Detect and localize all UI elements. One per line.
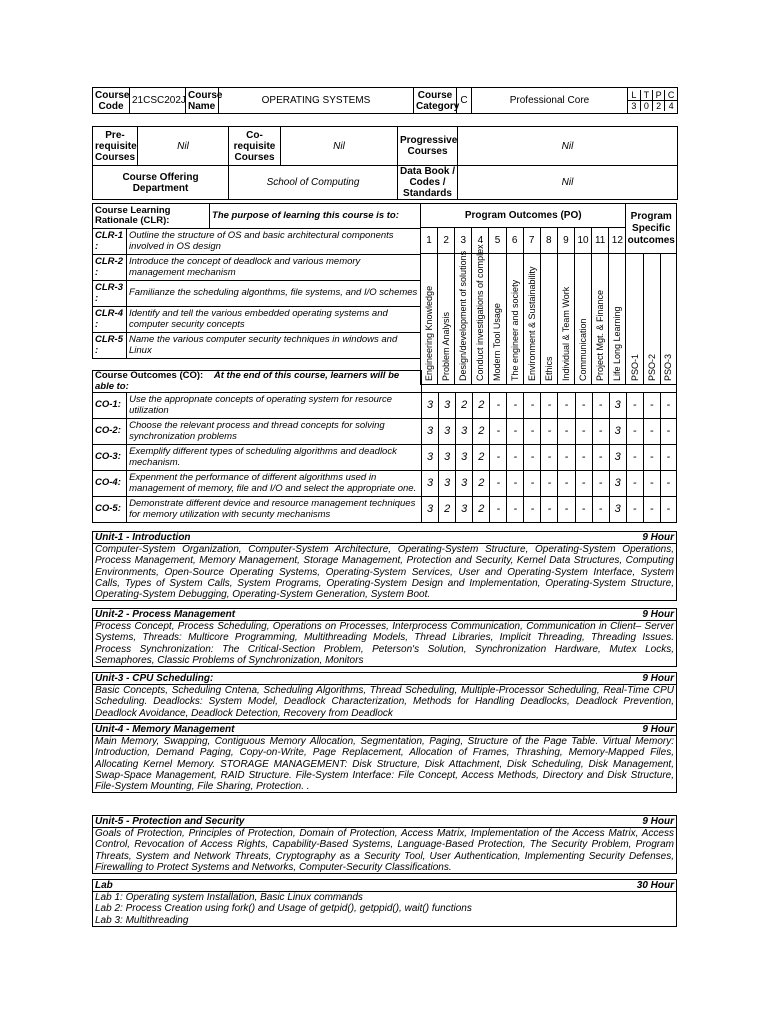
category-name: Professional Core bbox=[472, 88, 628, 114]
po-name: Engineering Knowledge bbox=[424, 285, 435, 381]
po-number: 3 bbox=[455, 228, 472, 254]
lab-title: Lab bbox=[95, 880, 113, 891]
ltpc-label: L bbox=[628, 90, 640, 101]
offering-department-label: Course Offering Department bbox=[93, 166, 229, 200]
po-name: Individual & Team Work bbox=[560, 286, 571, 381]
co-mapping-value: - bbox=[558, 471, 575, 497]
po-title: Program Outcomes (PO) bbox=[421, 204, 626, 228]
co-mapping-value: - bbox=[524, 445, 541, 471]
co-mapping-value: - bbox=[541, 419, 558, 445]
unit-hours: 9 Hour bbox=[642, 673, 674, 684]
unit-body: Basic Concepts, Scheduling Cntena, Scheduling Algorithms, Thread Scheduling, Multiple-Processor Scheduling, Real-Time CPU Scheduling. Deadlocks: System Model, Deadlock Characterization, Methods for Handling Deadlocks, Deadlock Prevention, Deadlock Avoidance, Deadlock Detection, Recovery from Deadlock bbox=[93, 685, 677, 720]
co-mapping-value: - bbox=[507, 497, 524, 523]
po-name: Ethics bbox=[543, 356, 554, 381]
course-code: 21CSC202J bbox=[130, 88, 186, 114]
co-mapping-value: - bbox=[643, 471, 660, 497]
co-header-spacer bbox=[422, 371, 677, 393]
lab-body bbox=[93, 892, 677, 927]
clr-text: Familianze the scheduling algonthms, file systems, and I/O schemes bbox=[127, 281, 421, 307]
co-mapping-value: 3 bbox=[456, 445, 473, 471]
unit-header bbox=[93, 724, 677, 736]
co-mapping-value: 3 bbox=[422, 419, 439, 445]
co-mapping-value: - bbox=[575, 445, 592, 471]
unit-1-table bbox=[92, 531, 677, 601]
po-name: Modern Tool Usage bbox=[492, 303, 503, 381]
unit-title: Unit-4 - Memory Management bbox=[95, 724, 235, 735]
po-name-cell bbox=[455, 250, 472, 385]
unit-header bbox=[93, 532, 677, 544]
co-mapping-value: 3 bbox=[609, 445, 626, 471]
po-name-cell bbox=[540, 254, 557, 385]
co-text: Exemplify different types of scheduling algorithms and deadlock mechanism. bbox=[127, 445, 422, 471]
co-row bbox=[93, 497, 677, 523]
co-text: Expenment the performance of different algorithms used in management of memory, file and I/O and select the appropriate one. bbox=[127, 471, 422, 497]
co-mapping-value: - bbox=[558, 497, 575, 523]
co-mapping-value: - bbox=[660, 471, 676, 497]
po-name-cell bbox=[523, 254, 540, 385]
po-number: 1 bbox=[421, 228, 438, 254]
co-row bbox=[93, 471, 677, 497]
clr-code: CLR-3 : bbox=[93, 281, 127, 307]
course-name-label: Course Name bbox=[186, 88, 219, 114]
progressive-value: Nil bbox=[458, 127, 678, 166]
co-mapping-value: - bbox=[643, 419, 660, 445]
po-name-cell bbox=[489, 254, 506, 385]
course-category-label: Course Category bbox=[414, 88, 457, 114]
co-mapping-value: - bbox=[626, 471, 643, 497]
clr-code: CLR-4 : bbox=[93, 307, 127, 333]
co-mapping-value: - bbox=[626, 393, 643, 419]
co-text: Use the appropnate concepts of operating system for resource utilization bbox=[127, 393, 422, 419]
course-code-label: Course Code bbox=[93, 88, 130, 114]
co-mapping-value: - bbox=[558, 445, 575, 471]
co-mapping-value: 3 bbox=[456, 471, 473, 497]
co-mapping-value: 2 bbox=[473, 393, 490, 419]
corequisite-value: Nil bbox=[281, 127, 398, 166]
po-number: 10 bbox=[574, 228, 591, 254]
co-mapping-value: 2 bbox=[473, 497, 490, 523]
unit-body: Goals of Protection, Principles of Protection, Domain of Protection, Access Matrix, Implementation of the Access Matrix, Access Control, Revocation of Access Rights, Capability-Based Systems, Language-Based Protection, The Security Problem, Program Threats, System and Network Threats, Cryptography as a Security Tool, User Authentication, Implementing Security Defenses, Firewalling to Protect Systems and Networks, Computer-Security Classifications. bbox=[93, 828, 677, 874]
co-mapping-value: - bbox=[524, 393, 541, 419]
unit-body: Main Memory, Swapping, Contiguous Memory Allocation, Segmentation, Paging, Structure of the Page Table. Virtual Memory: Introduction, Demand Paging, Copy-on-Write, Page Replacement, Allocation of Frames, Thrashing, Memory-Mapped Files, Allocating Kernel Memory. STORAGE MANAGEMENT: Disk Structure, Disk Attachment, Disk Scheduling, Disk Management, Swap-Space Management, RAID Structure. File-System Interface: File Concept, Access Methods, Directory and Disk Structure, File-System Mounting, File Sharing, Protection. . bbox=[93, 736, 677, 793]
po-name: PSO-3 bbox=[663, 353, 674, 381]
unit-5-table bbox=[92, 815, 677, 874]
po-number: 9 bbox=[557, 228, 574, 254]
prerequisite-label: Pre-requisite Courses bbox=[93, 127, 138, 166]
po-name-cell bbox=[557, 254, 574, 385]
po-name: PSO-2 bbox=[646, 353, 657, 381]
po-name-cell bbox=[609, 254, 626, 385]
unit-header bbox=[93, 609, 677, 621]
co-mapping-value: 3 bbox=[422, 393, 439, 419]
co-mapping-value: - bbox=[660, 419, 676, 445]
clr-code: CLR-1 : bbox=[93, 229, 127, 255]
offering-department-value: School of Computing bbox=[229, 166, 398, 200]
lab-table bbox=[92, 879, 677, 927]
unit-title: Unit-1 - Introduction bbox=[95, 532, 191, 543]
co-mapping-value: 2 bbox=[473, 419, 490, 445]
lab-header bbox=[93, 880, 677, 892]
unit-title: Unit-2 - Process Management bbox=[95, 609, 236, 620]
unit-title: Unit-5 - Protection and Security bbox=[95, 816, 245, 827]
category-code: C bbox=[457, 88, 472, 114]
co-code: CO-3: bbox=[93, 445, 127, 471]
unit-body: Computer-System Organization, Computer-System Architecture, Operating-System Structure, Operating-System Operations, Process Management, Memory Management, Storage Management, Protection and Security, Kernel Data Structures, Computing Environments, Open-Source Operating Systems, Operating-System Services, User and Operating-System Interface, System Calls, Types of System Calls, System Programs, Operating-System Design and Implementation, Operating-System Structure, Operating-System Debugging, Operating-System Generation, System Boot. bbox=[93, 544, 677, 601]
co-mapping-value: - bbox=[592, 471, 609, 497]
lab-item: Lab 1: Operating system Installation, Basic Linux commands bbox=[95, 892, 363, 903]
co-mapping-value: 3 bbox=[609, 419, 626, 445]
co-mapping-value: 3 bbox=[456, 497, 473, 523]
co-mapping-value: - bbox=[660, 393, 676, 419]
po-name: Problem Analysis bbox=[441, 311, 452, 381]
po-number: 11 bbox=[592, 228, 609, 254]
unit-header bbox=[93, 673, 677, 685]
po-name-cell bbox=[472, 244, 489, 385]
po-name-cell bbox=[421, 254, 438, 385]
po-name-cell bbox=[574, 254, 591, 385]
co-mapping-value: 3 bbox=[439, 471, 456, 497]
unit-hours: 9 Hour bbox=[642, 532, 674, 543]
co-mapping-value: - bbox=[643, 497, 660, 523]
co-mapping-value: - bbox=[643, 393, 660, 419]
pso-title: Program Specific outcomes bbox=[626, 204, 677, 254]
co-mapping-value: - bbox=[507, 445, 524, 471]
databook-value: Nil bbox=[458, 166, 678, 200]
co-mapping-value: - bbox=[660, 497, 676, 523]
prerequisite-table bbox=[92, 126, 678, 200]
co-mapping-value: - bbox=[490, 419, 507, 445]
po-name-cell bbox=[506, 254, 523, 385]
po-name-cell bbox=[592, 254, 609, 385]
co-mapping-value: - bbox=[660, 445, 676, 471]
ltpc-value: 4 bbox=[665, 101, 677, 112]
clr-table bbox=[92, 203, 421, 370]
unit-2-table bbox=[92, 608, 677, 667]
lab-item: Lab 3: Multithreading bbox=[95, 914, 189, 926]
po-number: 8 bbox=[540, 228, 557, 254]
co-mapping-value: - bbox=[643, 445, 660, 471]
unit-body: Process Concept, Process Scheduling, Operations on Processes, Interprocess Communication, Communication in Client– Server Systems, Threads: Multicore Programming, Multithreading Models, Thread Libraries, Implicit Threading, Threading Issues. Process Synchronization: The Critical-Section Problem, Peterson's Solution, Synchronization Hardware, Mutex Locks, Semaphores, Classic Problems of Synchronization, Monitors bbox=[93, 621, 677, 667]
co-mapping-value: 2 bbox=[439, 497, 456, 523]
ltpc-value: 2 bbox=[653, 101, 665, 112]
co-mapping-value: - bbox=[626, 497, 643, 523]
clr-text: Identify and tell the various embedded operating systems and computer security concepts bbox=[127, 307, 421, 333]
po-name: The engineer and society bbox=[509, 279, 520, 381]
co-row bbox=[93, 393, 677, 419]
clr-text: Name the various computer security techniques in windows and Linux bbox=[127, 333, 421, 359]
lab-item: Lab 2: Process Creation using fork() and Usage of getpid(), getppid(), wait() functions bbox=[95, 903, 472, 915]
po-number: 6 bbox=[506, 228, 523, 254]
co-mapping-value: 3 bbox=[422, 471, 439, 497]
co-text: Demonstrate different device and resource management techniques for memory utilization with secunty mechanisms bbox=[127, 497, 422, 523]
co-mapping-value: - bbox=[575, 497, 592, 523]
co-mapping-value: - bbox=[626, 445, 643, 471]
co-row bbox=[93, 445, 677, 471]
co-mapping-value: 3 bbox=[439, 393, 456, 419]
po-name: Life Long Learning bbox=[612, 306, 623, 381]
unit-header bbox=[93, 816, 677, 828]
po-name: Design/development of solutions bbox=[458, 250, 469, 381]
co-mapping-value: - bbox=[507, 419, 524, 445]
clr-code: CLR-2 : bbox=[93, 255, 127, 281]
clr-text: Outline the structure of OS and basic architectural components involved in OS design bbox=[127, 229, 421, 255]
co-mapping-value: - bbox=[541, 471, 558, 497]
co-mapping-value: 3 bbox=[609, 393, 626, 419]
clr-text: Introduce the concept of deadlock and various memory management mechanism bbox=[127, 255, 421, 281]
co-mapping-value: - bbox=[575, 419, 592, 445]
po-name-cell bbox=[626, 254, 643, 385]
databook-label: Data Book / Codes / Standards bbox=[398, 166, 458, 200]
co-mapping-value: - bbox=[490, 393, 507, 419]
unit-3-table bbox=[92, 672, 677, 720]
co-mapping-value: 3 bbox=[439, 445, 456, 471]
clr-title: Course Learning Rationale (CLR): bbox=[93, 204, 210, 229]
po-number: 2 bbox=[438, 228, 455, 254]
clr-spacer bbox=[93, 359, 421, 370]
co-subtitle: At the end of this course, learners will be able to: bbox=[95, 370, 400, 392]
po-name-cell bbox=[438, 254, 455, 385]
ltpc-value: 0 bbox=[640, 101, 652, 112]
co-code: CO-4: bbox=[93, 471, 127, 497]
prerequisite-value: Nil bbox=[138, 127, 229, 166]
unit-hours: 9 Hour bbox=[642, 816, 674, 827]
ltpc-label: P bbox=[653, 90, 665, 101]
course-header-table bbox=[92, 87, 678, 114]
co-mapping-value: - bbox=[575, 393, 592, 419]
co-header bbox=[93, 371, 422, 393]
clr-purpose: The purpose of learning this course is to: bbox=[210, 204, 421, 229]
ltpc-value: 3 bbox=[628, 101, 640, 112]
unit-hours: 9 Hour bbox=[642, 609, 674, 620]
ltpc-label: C bbox=[665, 90, 677, 101]
co-mapping-value: 2 bbox=[473, 471, 490, 497]
ltpc-table bbox=[628, 90, 677, 111]
co-mapping-value: 2 bbox=[456, 393, 473, 419]
po-name-cell bbox=[660, 254, 676, 385]
co-mapping-value: - bbox=[490, 497, 507, 523]
co-mapping-value: - bbox=[490, 471, 507, 497]
po-name: Communication bbox=[578, 318, 589, 381]
ltpc-label: T bbox=[640, 90, 652, 101]
ltpc-cell bbox=[628, 88, 678, 114]
po-name-cell bbox=[643, 254, 660, 385]
co-mapping-value: 3 bbox=[439, 419, 456, 445]
co-mapping-value: 3 bbox=[609, 497, 626, 523]
co-mapping-value: - bbox=[626, 419, 643, 445]
po-number: 7 bbox=[523, 228, 540, 254]
co-code: CO-2: bbox=[93, 419, 127, 445]
co-text: Choose the relevant process and thread concepts for solving synchronization problems bbox=[127, 419, 422, 445]
co-mapping-value: - bbox=[592, 393, 609, 419]
co-mapping-value: - bbox=[507, 393, 524, 419]
co-mapping-value: - bbox=[575, 471, 592, 497]
co-mapping-value: 3 bbox=[609, 471, 626, 497]
po-number: 4 bbox=[472, 228, 489, 254]
co-title: Course Outcomes (CO): bbox=[95, 370, 204, 381]
po-number: 5 bbox=[489, 228, 506, 254]
po-number: 12 bbox=[609, 228, 626, 254]
co-mapping-value: - bbox=[507, 471, 524, 497]
course-name: OPERATING SYSTEMS bbox=[219, 88, 414, 114]
co-mapping-value: - bbox=[541, 445, 558, 471]
co-mapping-value: - bbox=[558, 419, 575, 445]
progressive-label: Progressive Courses bbox=[398, 127, 458, 166]
co-mapping-value: - bbox=[592, 445, 609, 471]
po-name: Environment & Sustainability bbox=[526, 266, 537, 381]
co-mapping-value: - bbox=[490, 445, 507, 471]
course-outcomes-table bbox=[92, 370, 677, 523]
unit-hours: 9 Hour bbox=[642, 724, 674, 735]
co-mapping-value: - bbox=[524, 471, 541, 497]
corequisite-label: Co-requisite Courses bbox=[229, 127, 281, 166]
clr-code: CLR-5 : bbox=[93, 333, 127, 359]
unit-title: Unit-3 - CPU Scheduling: bbox=[95, 673, 214, 684]
co-code: CO-5: bbox=[93, 497, 127, 523]
co-mapping-value: - bbox=[592, 497, 609, 523]
co-row bbox=[93, 419, 677, 445]
lab-hours: 30 Hour bbox=[636, 880, 674, 891]
co-mapping-value: - bbox=[524, 497, 541, 523]
co-mapping-value: - bbox=[524, 419, 541, 445]
po-name: Project Mgt. & Finance bbox=[595, 289, 606, 381]
co-mapping-value: 3 bbox=[456, 419, 473, 445]
co-code: CO-1: bbox=[93, 393, 127, 419]
co-mapping-value: - bbox=[541, 497, 558, 523]
po-name: Conduct investigations of complex bbox=[475, 244, 486, 381]
co-mapping-value: - bbox=[558, 393, 575, 419]
co-mapping-value: 3 bbox=[422, 445, 439, 471]
co-mapping-value: 3 bbox=[422, 497, 439, 523]
po-name: PSO-1 bbox=[629, 353, 640, 381]
unit-4-table bbox=[92, 723, 677, 793]
co-mapping-value: - bbox=[592, 419, 609, 445]
program-outcomes-table bbox=[420, 203, 677, 385]
co-mapping-value: 2 bbox=[473, 445, 490, 471]
co-mapping-value: - bbox=[541, 393, 558, 419]
